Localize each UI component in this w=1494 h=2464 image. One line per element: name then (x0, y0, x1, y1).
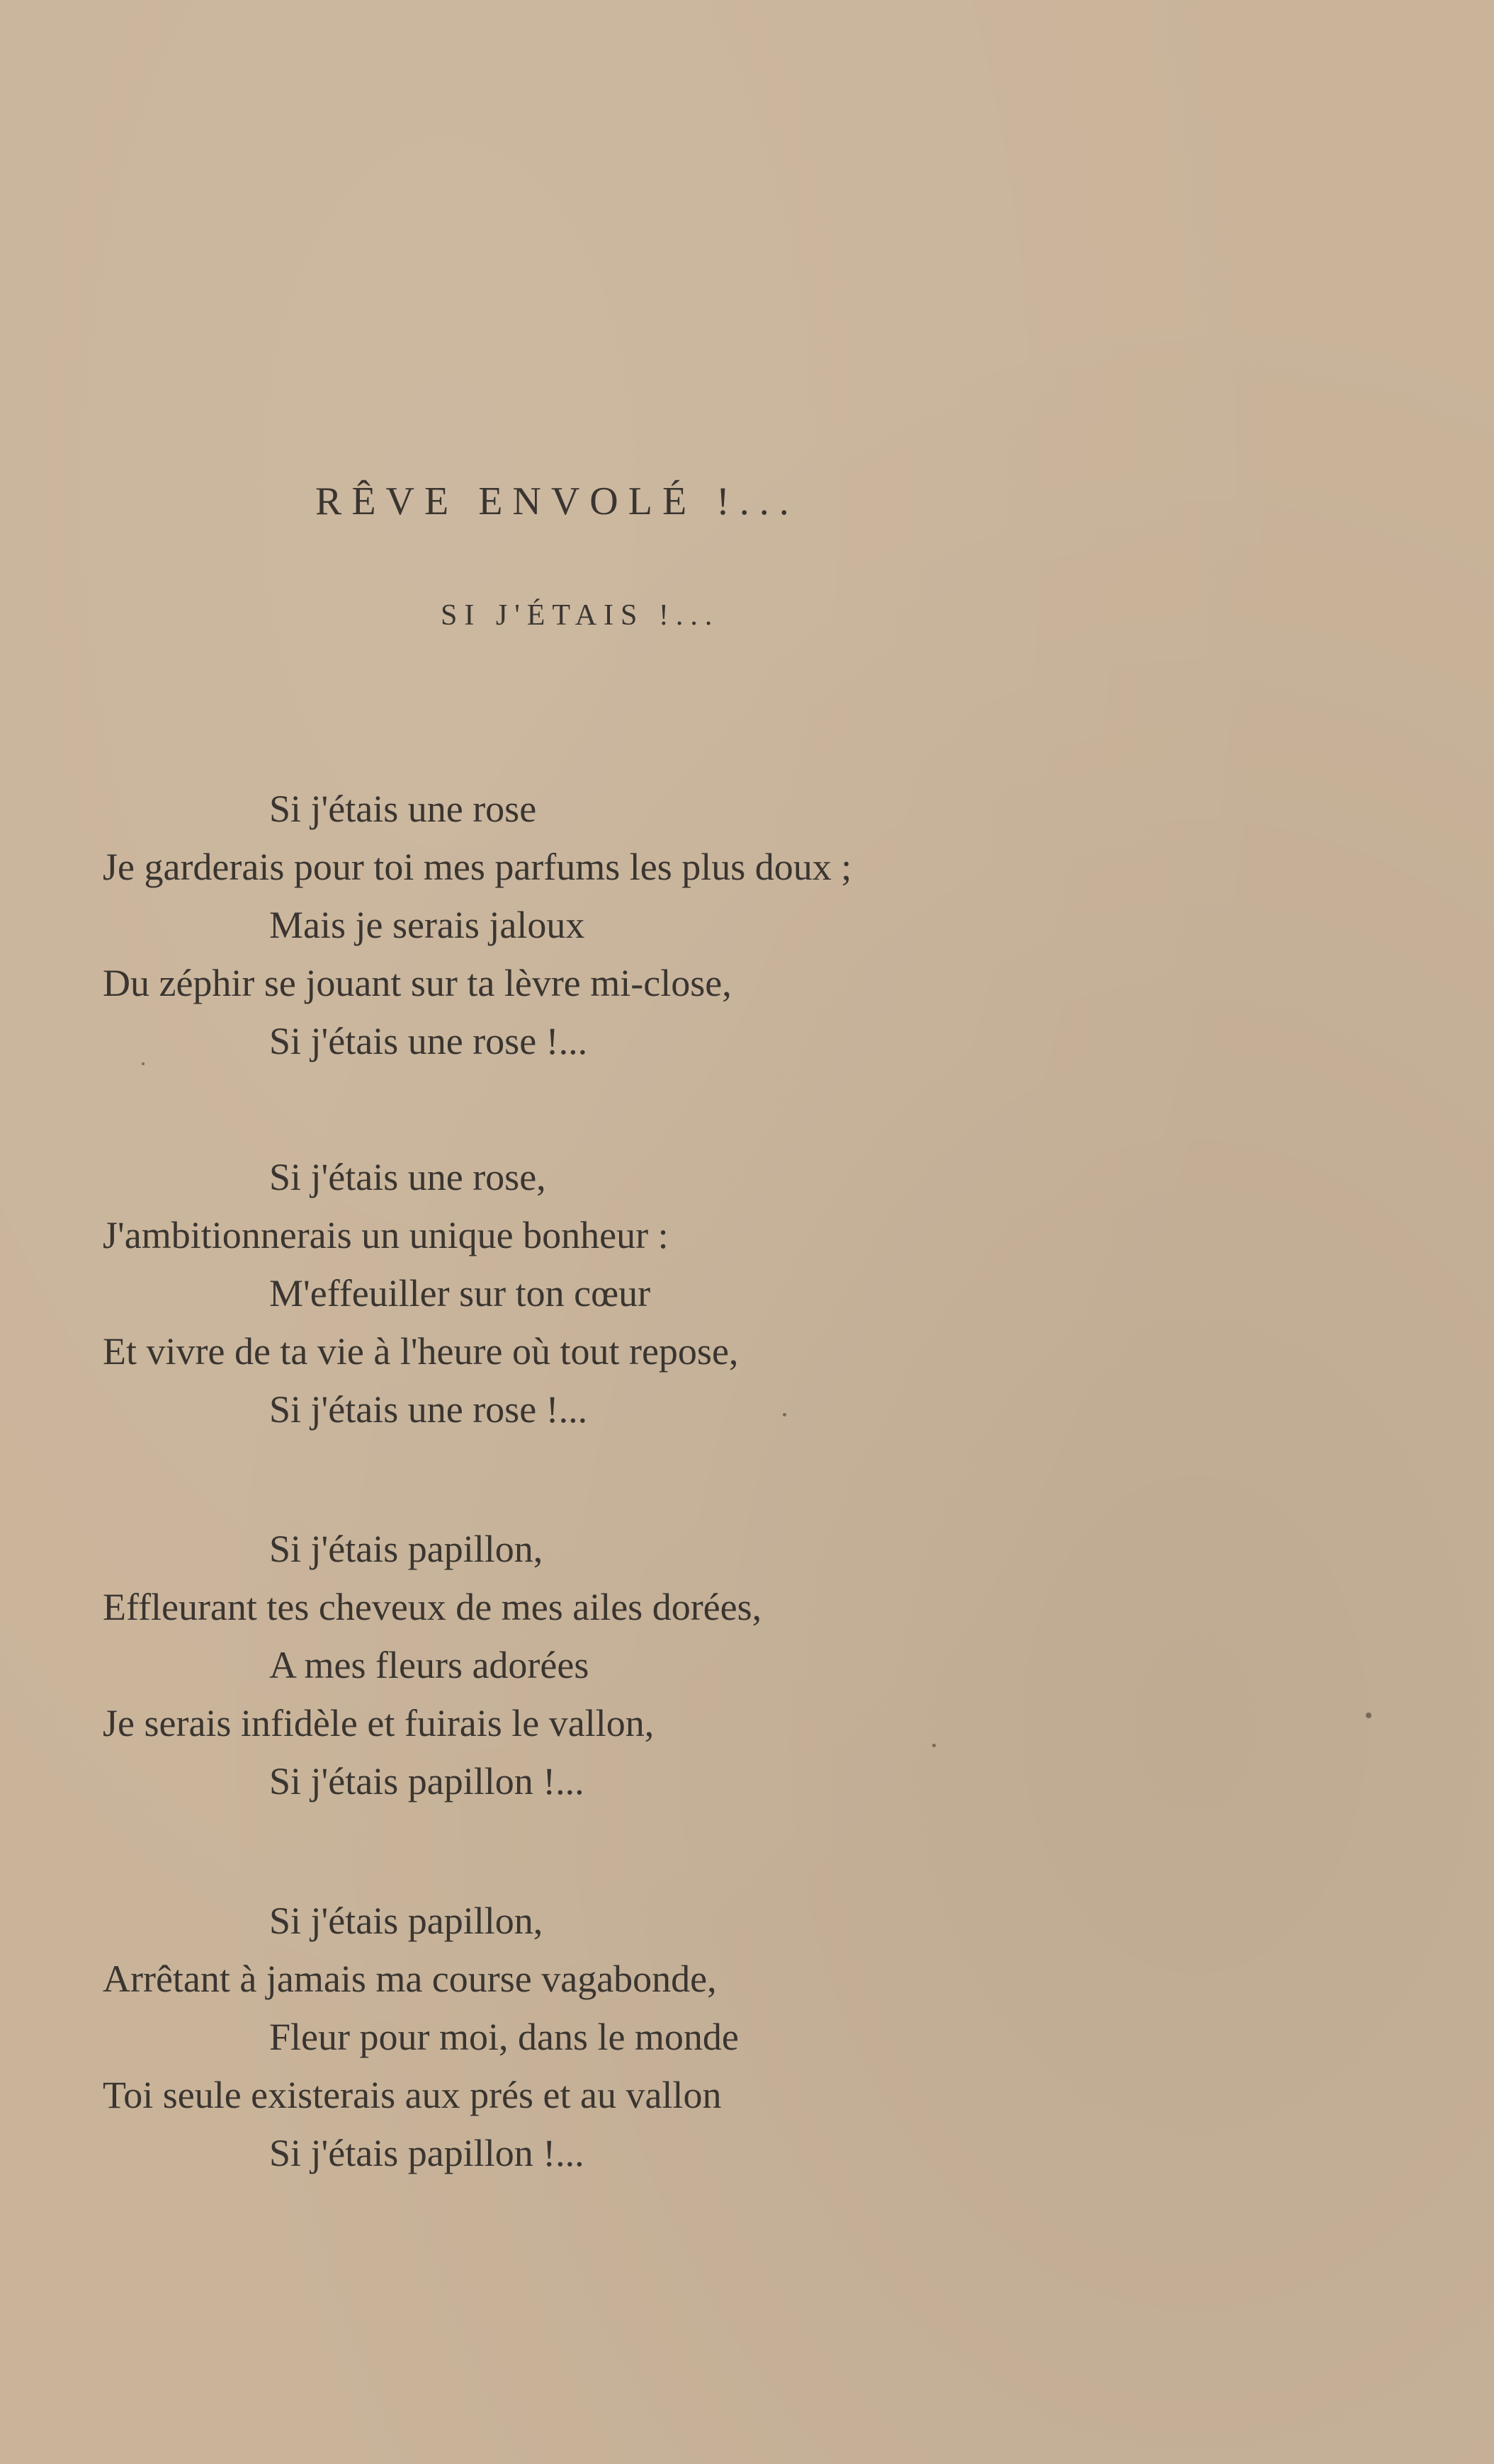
stanza-3-line-3: A mes fleurs adorées (269, 1644, 589, 1686)
stanza-2-line-3: M'effeuiller sur ton cœur (269, 1272, 651, 1315)
stanza-2-line-4: Et vivre de ta vie à l'heure où tout repose, (103, 1330, 739, 1373)
stanza-1-line-5: Si j'étais une rose !... (269, 1020, 588, 1062)
stanza-4-line-5: Si j'étais papillon !... (269, 2132, 584, 2174)
paper-speck (142, 1062, 145, 1065)
stanza-4-line-1: Si j'étais papillon, (269, 1900, 543, 1942)
stanza-4-line-3: Fleur pour moi, dans le monde (269, 2016, 739, 2058)
stanza-3-line-1: Si j'étais papillon, (269, 1528, 543, 1570)
stanza-4-line-2: Arrêtant à jamais ma course vagabonde, (103, 1958, 717, 2000)
poem-subtitle: SI J'ÉTAIS !... (441, 599, 720, 632)
stanza-4-line-4: Toi seule existerais aux prés et au vallon (103, 2074, 722, 2116)
paper-speck (932, 1744, 936, 1747)
stanza-1-line-1: Si j'étais une rose (269, 788, 537, 830)
stanza-1-line-4: Du zéphir se jouant sur ta lèvre mi-close, (103, 962, 732, 1004)
stanza-1-line-3: Mais je serais jaloux (269, 904, 585, 946)
stanza-2-line-2: J'ambitionnerais un unique bonheur : (103, 1214, 669, 1256)
paper-speck (783, 1413, 786, 1416)
stanza-3-line-2: Effleurant tes cheveux de mes ailes dorées, (103, 1586, 762, 1628)
stanza-3-line-5: Si j'étais papillon !... (269, 1760, 584, 1802)
paper-speck (1366, 1713, 1371, 1718)
stanza-2-line-5: Si j'étais une rose !... (269, 1388, 588, 1431)
stanza-2-line-1: Si j'étais une rose, (269, 1156, 546, 1198)
stanza-1-line-2: Je garderais pour toi mes parfums les plus doux ; (103, 846, 852, 888)
stanza-3-line-4: Je serais infidèle et fuirais le vallon, (103, 1702, 655, 1744)
poem-title: RÊVE ENVOLÉ !... (315, 479, 799, 523)
